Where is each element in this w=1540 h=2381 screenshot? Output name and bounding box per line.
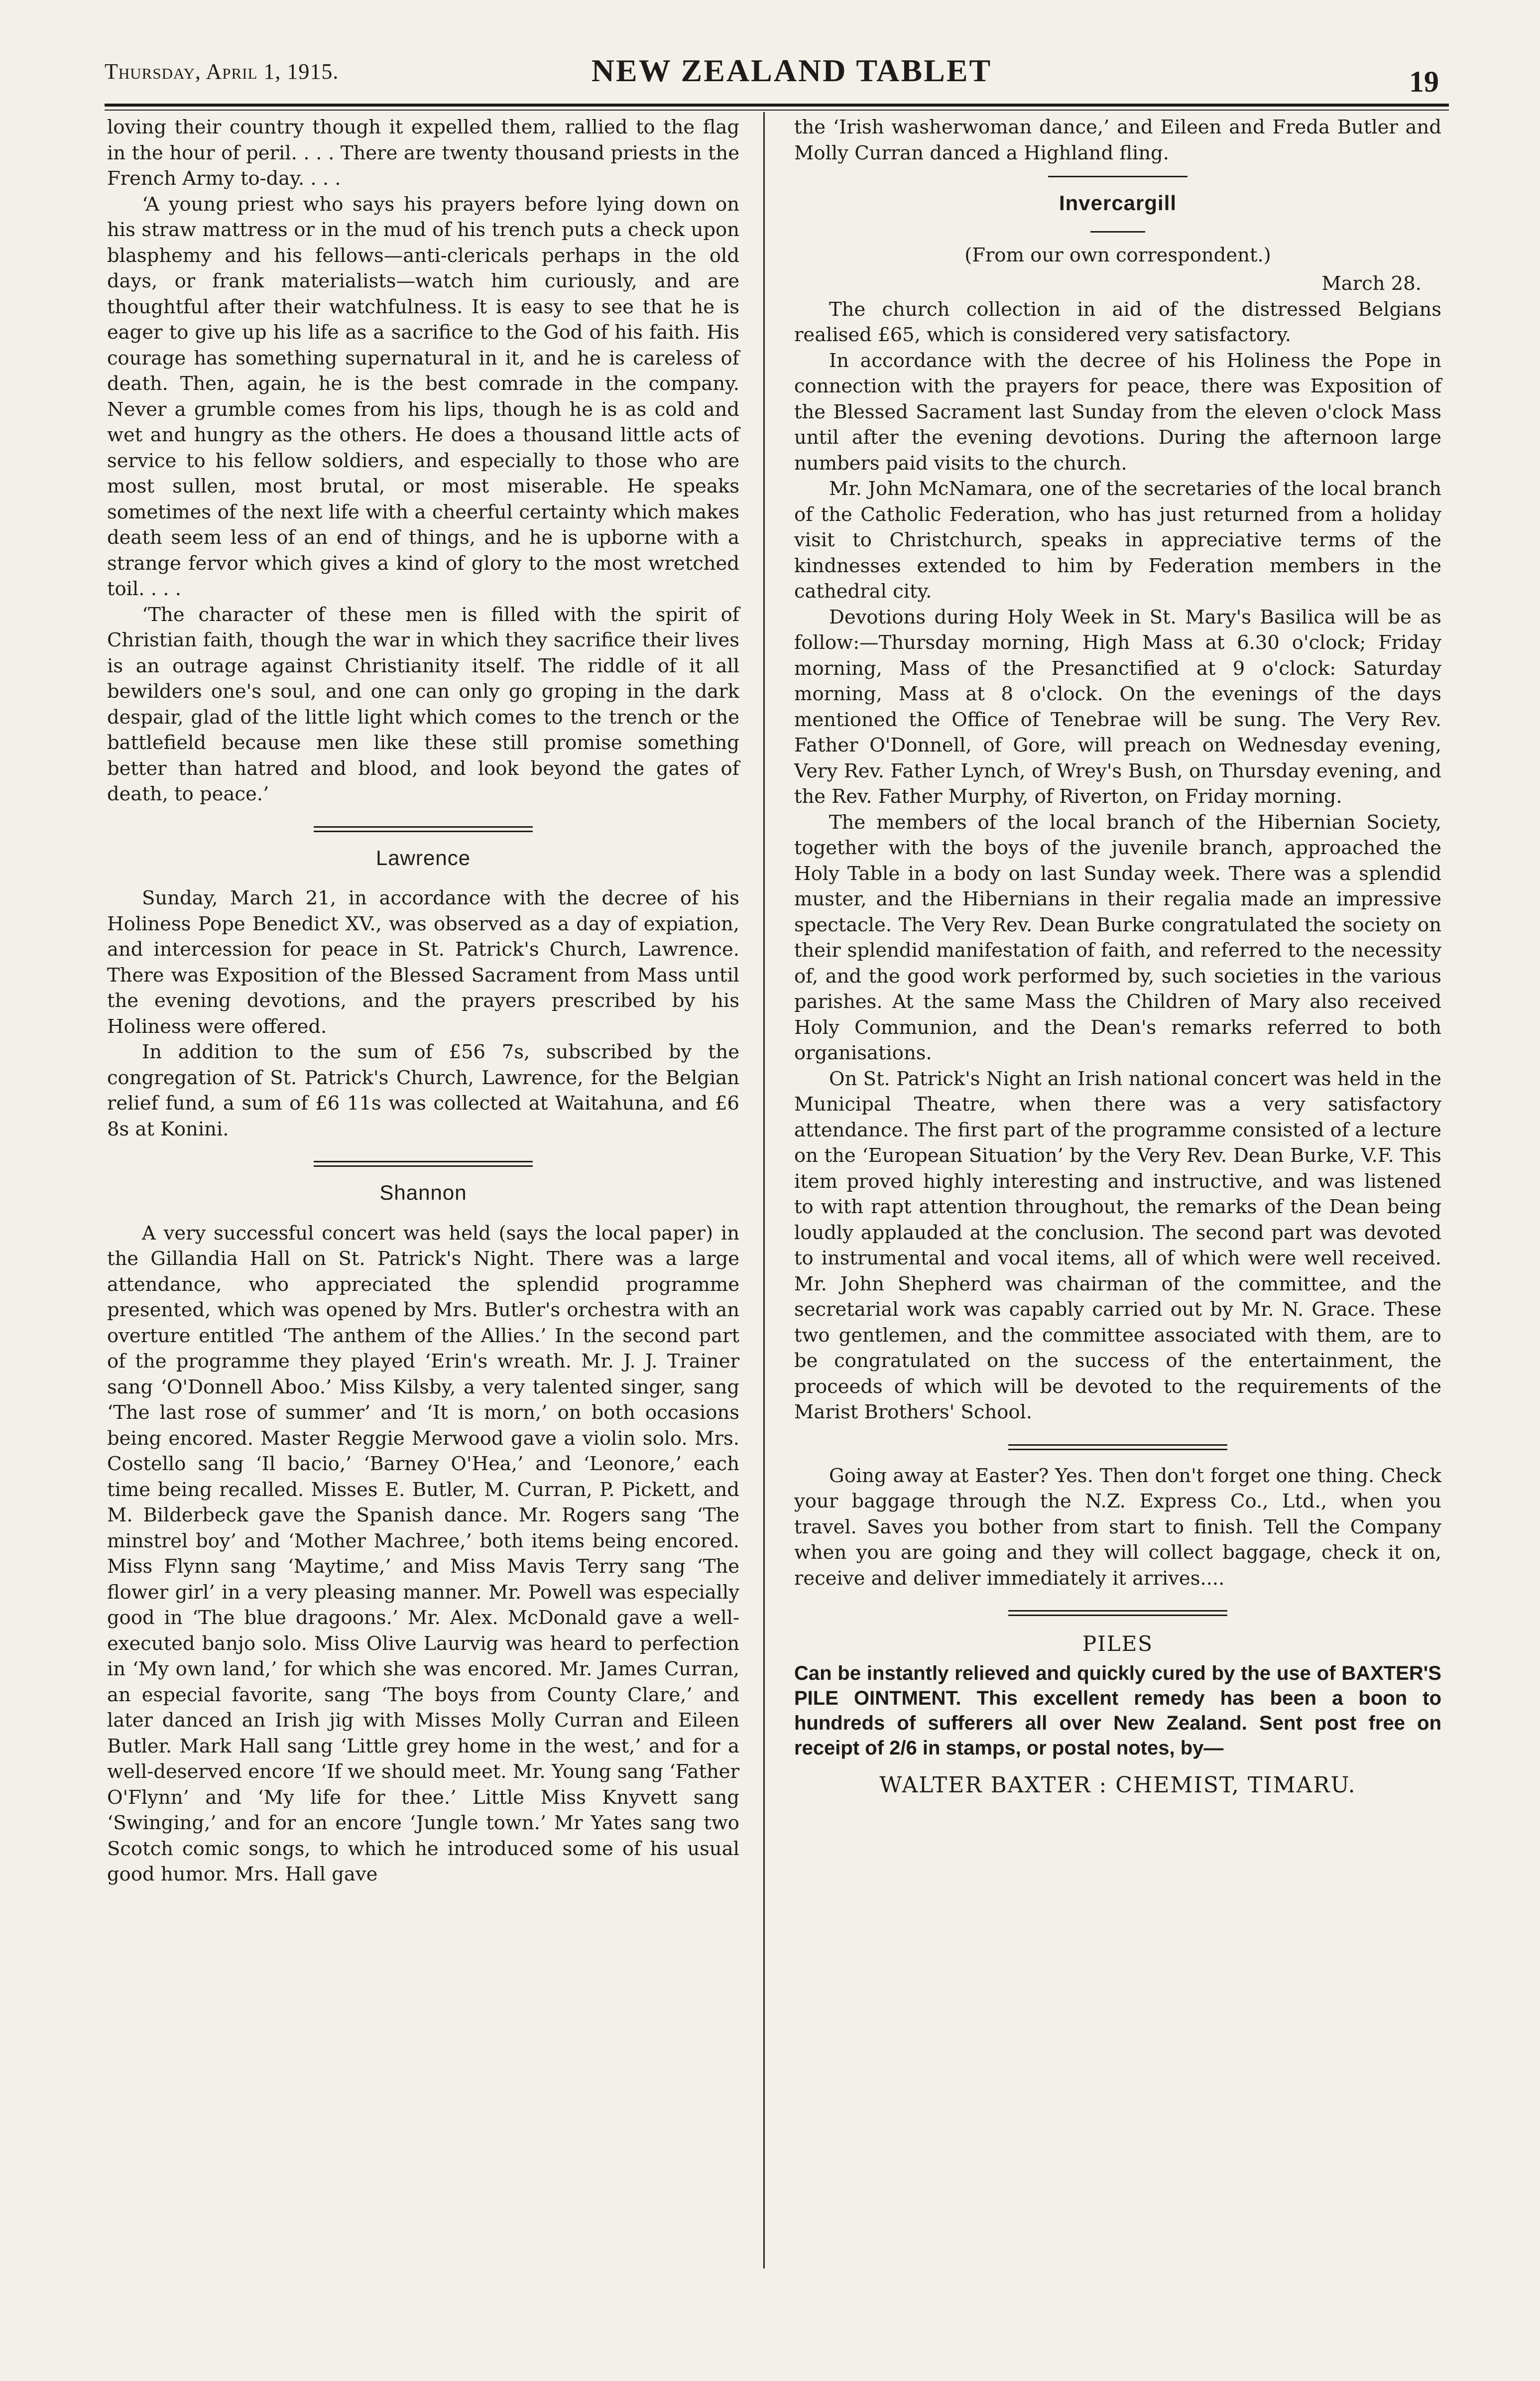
invercargill-heading: Invercargill xyxy=(1059,191,1177,215)
article-paragraph: In accordance with the decree of his Holiness the Pope in connection with the prayers for peace, there was Exposition of the Blessed Sacrament last Sunday from the eleven o'clock Mass until after the evening devotions. During the afternoon large numbers paid visits to the church. xyxy=(794,349,1441,475)
article-paragraph: Mr. John McNamara, one of the secretaries of the local branch of the Catholic Federation, who has just returned from a holiday visit to Christchurch, speaks in appreciative terms of the kindnesses extended to him by Federation members in the cathedral city. xyxy=(794,478,1441,603)
article-paragraph: The church collection in aid of the distressed Belgians realised £65, which is considered very satisfactory. xyxy=(794,298,1441,346)
article-paragraph: loving their country though it expelled them, rallied to the flag in the hour of peril. . . . There are twenty thousand priests in the French Army to-day. . . . xyxy=(107,116,739,190)
article-paragraph: ‘A young priest who says his prayers before lying down on his straw mattress or in the mud of his trench puts a check upon blasphemy and his fellows—anti-clericals perhaps in the old days, or frank materialists—watch him curiously, and are thoughtful after their watchfulness. It is easy to see that he is eager to give up his life as a sacrifice to the God of his faith. His courage has something supernatural in it, and he is careless of death. Then, again, he is the best comrade in the company. Never a grumble comes from his lips, though he is as cold and wet and hungry as the others. He does a thousand little acts of service to his fellow soldiers, and especially to those who are most sullen, most brutal, or most miserable. He speaks sometimes of the next life with a cheerful certainty which makes death seem less of an end of things, and he is upborne with a strange fervor which gives a kind of glory to the most wretched toil. . . . xyxy=(107,193,739,600)
masthead-title: NEW ZEALAND TABLET xyxy=(591,53,992,88)
right-column xyxy=(794,115,1441,1798)
article-paragraph: On St. Patrick's Night an Irish national concert was held in the Municipal Theatre, when there was a very satisfactory attendance. The first part of the programme consisted of a lecture on the ‘European Situation’ by the Very Rev. Dean Burke, V.F. This item proved highly interesting and instructive, and was listened to with rapt attention throughout, the remarks of the Dean being loudly applauded at the conclusion. The second part was devoted to instrumental and vocal items, all of which were well received. Mr. John Shepherd was chairman of the committee, and the secretarial work was capably carried out by Mr. N. Grace. These two gentlemen, and the committee associated with them, are to be congratulated on the success of the entertainment, the proceeds of which will be devoted to the requirements of the Marist Brothers' School. xyxy=(794,1067,1441,1423)
article-paragraph: A very successful concert was held (says the local paper) in the Gillandia Hall on St. Patrick's Night. There was a large attendance, who appreciated the splendid programme presented, which was opened by Mrs. Butler's orchestra with an overture entitled ‘The anthem of the Allies.’ In the second part of the programme they played ‘Erin's wreath. Mr. J. J. Trainer sang ‘O'Donnell Aboo.’ Miss Kilsby, a very talented singer, sang ‘The last rose of summer’ and ‘It is morn,’ on both occasions being encored. Master Reggie Merwood gave a violin solo. Mrs. Costello sang ‘Il bacio,’ ‘Barney O'Hea,’ and ‘Leonore,’ each time being recalled. Misses E. Butler, M. Curran, P. Pickett, and M. Bilderbeck gave the Spanish dance. Mr. Rogers sang ‘The minstrel boy’ and ‘Mother Machree,’ both items being encored. Miss Flynn sang ‘Maytime,’ and Miss Mavis Terry sang ‘The flower girl’ in a very pleasing manner. Mr. Powell was especially good in ‘The blue dragoons.’ Mr. Alex. McDonald gave a well-executed banjo solo. Miss Olive Laurvig was heard to perfection in ‘My own land,’ for which she was encored. Mr. James Curran, an especial favorite, sang ‘The boys from County Clare,’ and later danced an Irish jig with Misses Molly Curran and Eileen Butler. Mark Hall sang ‘Little grey home in the west,’ and for a well-deserved encore ‘If we should meet. Mr. Young sang ‘Father O'Flynn’ and ‘My life for thee.’ Little Miss Knyvett sang ‘Swinging,’ and for an encore ‘Jungle town.’ Mr Yates sang two Scotch comic songs, to which he introduced some of his usual good humor. Mrs. Hall gave xyxy=(107,1222,739,1885)
express-advertisement: Going away at Easter? Yes. Then don't forget one thing. Check your baggage through the N.Z. Express Co., Ltd., when you travel. Saves you bother from start to finish. Tell the Company when you are going and they will collect baggage, check it on, receive and deliver immediately it arrives.... xyxy=(794,1464,1441,1590)
article-paragraph: Devotions during Holy Week in St. Mary's Basilica will be as follow:—Thursday morning, High Mass at 6.30 o'clock; Friday morning, Mass of the Presanctified at 9 o'clock: Saturday morning, Mass at 8 o'clock. On the evenings of the days mentioned the Office of Tenebrae will be sung. The Very Rev. Father O'Donnell, of Gore, will preach on Wednesday evening, Very Rev. Father Lynch, of Wrey's Bush, on Thursday evening, and the Rev. Father Murphy, of Riverton, on Friday morning. xyxy=(794,606,1441,808)
article-paragraph: Sunday, March 21, in accordance with the decree of his Holiness Pope Benedict XV., was observed as a day of expiation, and intercession for peace in St. Patrick's Church, Lawrence. There was Exposition of the Blessed Sacrament from Mass until the evening devotions, and the prayers prescribed by his Holiness were offered. xyxy=(107,887,739,1038)
article-paragraph: In addition to the sum of £56 7s, subscribed by the congregation of St. Patrick's Church, Lawrence, for the Belgian relief fund, a sum of £6 11s was collected at Waitahuna, and £6 8s at Konini. xyxy=(107,1041,739,1140)
piles-ad-title: PILES xyxy=(1082,1631,1154,1656)
dateline: March 28. xyxy=(1321,272,1422,295)
section-separator xyxy=(1008,1610,1227,1616)
section-separator xyxy=(1048,176,1187,177)
article-paragraph: The members of the local branch of the Hibernian Society, together with the boys of the juvenile branch, approached the Holy Table in a body on last Sunday week. There was a splendid muster, and the Hibernians in their regalia made an impressive spectacle. The Very Rev. Dean Burke congratulated the society on their splendid manifestation of faith, and referred to the necessity of, and the good work performed by, such societies in the various parishes. At the same Mass the Children of Mary also received Holy Communion, and the Dean's remarks referred to both organisations. xyxy=(794,811,1441,1064)
column-divider xyxy=(763,112,765,2268)
section-separator xyxy=(314,826,533,832)
shannon-heading: Shannon xyxy=(379,1181,467,1204)
article-paragraph: ‘The character of these men is filled with the spirit of Christian faith, though the war in which they sacrifice their lives is an outrage against Christianity itself. The riddle of it all bewilders one's soul, and one can only go groping in the dark despair, glad of the little light which comes to the trench or the battlefield because men like these still promise something better than hatred and blood, and look beyond the gates of death, to peace.’ xyxy=(107,603,739,805)
piles-ad-body: Can be instantly relieved and quickly cured by the use of BAXTER'S PILE OINTMENT. This excellent remedy has been a boon to hundreds of sufferers all over New Zealand. Sent post free on receipt of 2/6 in stamps, or postal notes, by— xyxy=(794,1662,1441,1759)
section-separator xyxy=(1008,1444,1227,1450)
header-rule xyxy=(105,104,1449,107)
issue-date: Thursday, April 1, 1915. xyxy=(105,59,339,84)
header-rule-thin xyxy=(105,110,1449,111)
section-separator xyxy=(314,1161,533,1167)
piles-ad-signature: WALTER BAXTER : CHEMIST, TIMARU. xyxy=(879,1772,1356,1798)
page-header xyxy=(105,50,1449,105)
article-paragraph: the ‘Irish washerwoman dance,’ and Eileen and Freda Butler and Molly Curran danced a Highland fling. xyxy=(794,116,1441,164)
page-number: 19 xyxy=(1409,65,1439,98)
short-rule xyxy=(1090,231,1145,233)
left-column xyxy=(107,115,739,1887)
correspondent-line: (From our own correspondent.) xyxy=(964,244,1271,266)
lawrence-heading: Lawrence xyxy=(375,846,471,870)
